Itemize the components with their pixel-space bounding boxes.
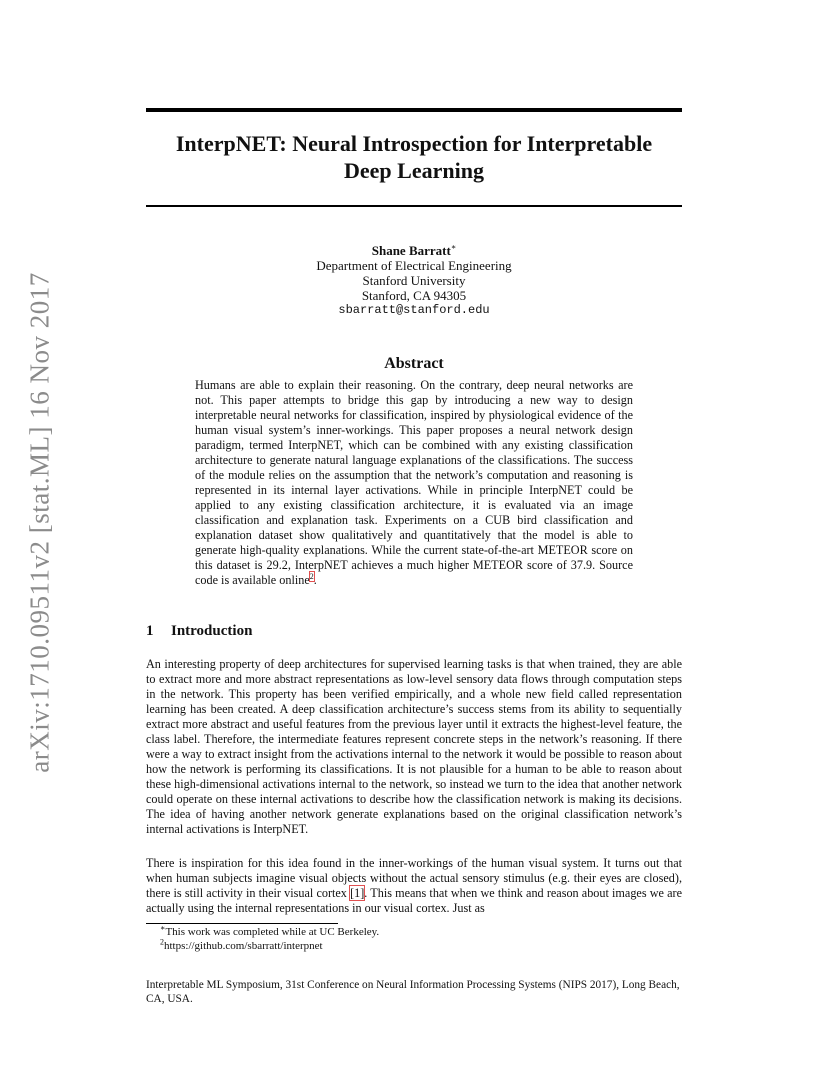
author-address: Stanford, CA 94305: [361, 288, 467, 303]
title-bottom-rule: [146, 205, 682, 207]
footnote-2: $^2$https://github.com/sbarratt/interpnet: [160, 937, 323, 952]
author-department: Department of Electrical Engineering: [316, 258, 512, 273]
author-block: [146, 243, 682, 318]
footnote-rule: [146, 923, 338, 924]
section-number: 1: [146, 623, 154, 639]
intro-paragraph-2: There is inspiration for this idea found in the inner-workings of the human visual system. It turns out that when human subjects imagine visual objects without the actual sensory stimulus (e.g. their eyes are closed), there is still activity in their visual cortex [1]. This means that when we think and reason about images we are actually using the internal representations in our visual cortex. Just as: [146, 856, 682, 915]
author-name: Shane Barratt: [371, 243, 451, 258]
conference-note: Interpretable ML Symposium, 31st Conference on Neural Information Processing Systems (NIPS 2017), Long Beach, CA, USA.: [146, 979, 680, 1005]
author-email[interactable]: sbarratt@stanford.edu: [338, 303, 490, 317]
author-footnote-mark: ∗: [450, 242, 457, 252]
author-university: Stanford University: [362, 273, 466, 288]
abstract-heading: Abstract: [384, 355, 444, 372]
footnote-1: ∗This work was completed while at UC Berkeley.: [160, 923, 380, 938]
footnote-url[interactable]: https://github.com/sbarratt/interpnet: [164, 940, 323, 952]
section-title: Introduction: [171, 623, 253, 639]
paper-title: [146, 130, 682, 184]
intro-paragraph-1: An interesting property of deep architectures for supervised learning tasks is that when trained, they are able to extract more and more abstract representations as low-level sensory data flows through computation steps in the network. This property has been verified empirically, and a whole new field called representation learning has been created. A deep classification architecture’s success stems from its ability to sequentially extract more abstract and useful features from the previous layer until it extracts the highest-level feature, the class label. Therefore, the intermediate features represent concrete steps in the network’s reasoning. If there were a way to extract insight from the activations internal to the network it would be possible to reason about how the network is performing its classifications. It is not plausible for a human to be able to reason about these high-dimensional activations internal to the network, so instead we turn to the idea that another network could operate on these internal activations to describe how the classification network is making its decisions. The idea of having another network generate explanations based on the original classification network’s internal activations is InterpNET.: [146, 657, 682, 836]
section-heading: [146, 623, 252, 640]
arxiv-identifier: arXiv:1710.09511v2 [stat.ML] 16 Nov 2017: [24, 272, 55, 773]
abstract-footnote-link[interactable]: 2: [309, 571, 314, 581]
title-line-2: Deep Learning: [344, 158, 484, 183]
abstract-text: Humans are able to explain their reasoning. On the contrary, deep neural networks are not. This paper attempts to bridge this gap by introducing a new way to design interpretable neural networks for classification, inspired by physiological evidence of the human visual system’s inner-workings. This paper proposes a neural network design paradigm, termed InterpNET, which can be combined with any existing classification architecture to generate natural language explanations of the classifications. The success of the module relies on the assumption that the network’s computation and reasoning is represented in its internal layer activations. While in principle InterpNET could be applied to any existing classification architecture, it is evaluated via an image classification and explanation task. Experiments on a CUB bird classification and explanation dataset show qualitatively and quantitatively that the model is able to generate high-quality explanations. While the current state-of-the-art METEOR score on this dataset is 29.2, InterpNET achieves a much higher METEOR score of 37.9. Source code is available online$^2$.: [195, 378, 633, 587]
title-line-1: InterpNET: Neural Introspection for Interpretable: [175, 131, 653, 156]
citation-link[interactable]: [1]: [350, 886, 365, 900]
title-top-rule: [146, 108, 682, 112]
